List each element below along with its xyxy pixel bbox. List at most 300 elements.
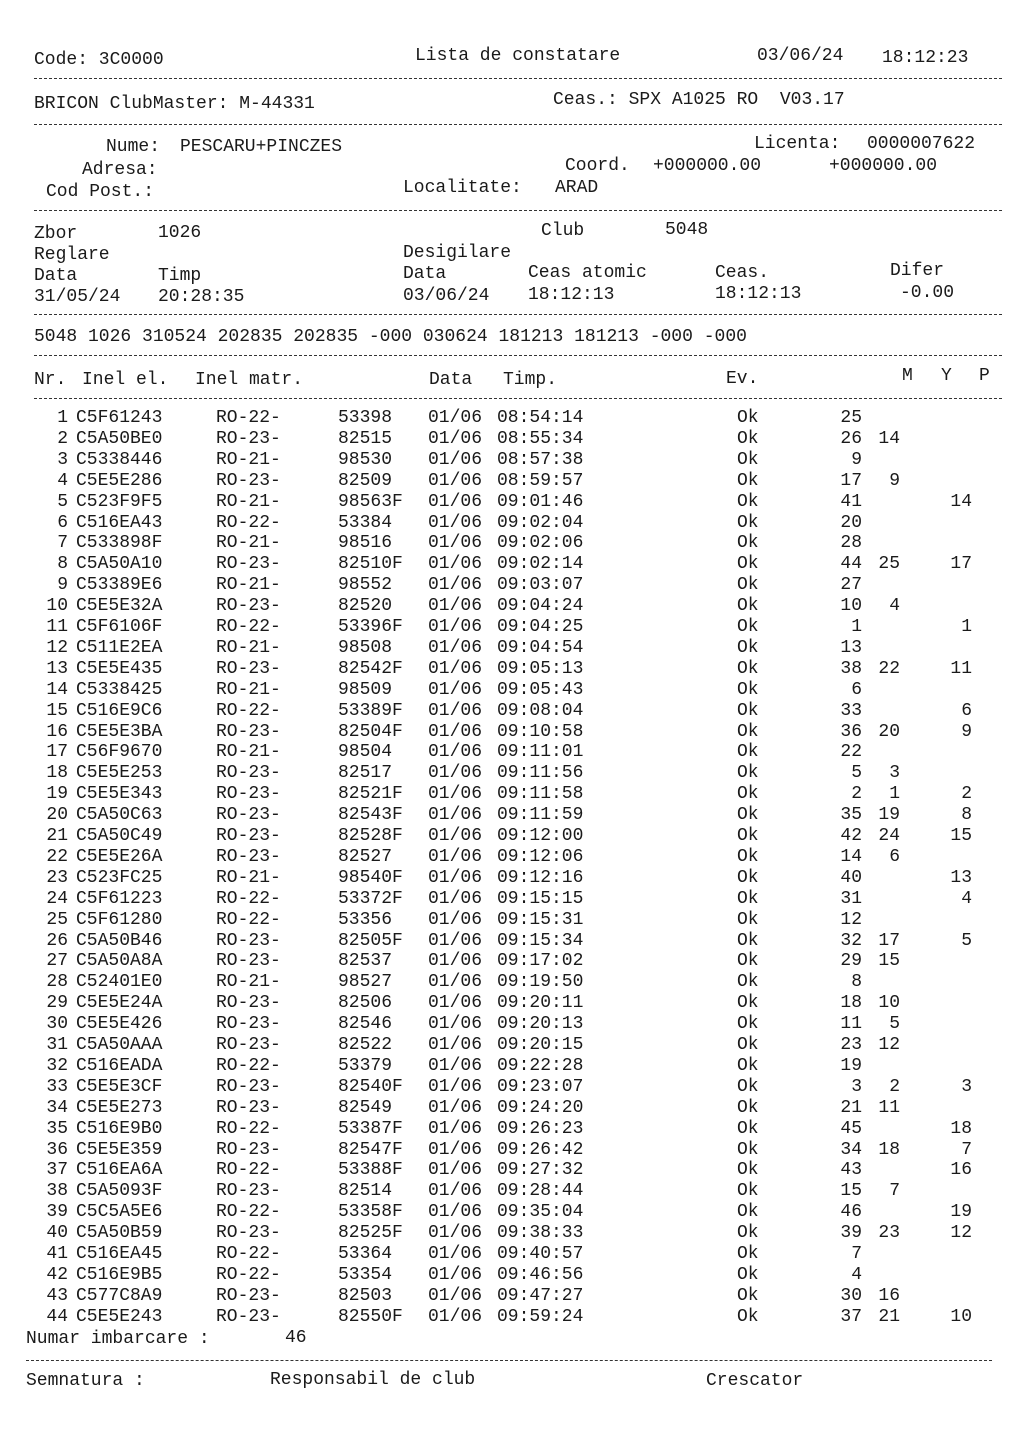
row-inel-number: 98504 (338, 742, 393, 763)
table-row (0, 1056, 1024, 1077)
row-inel-prefix: RO-22- (216, 1118, 281, 1139)
codpost-label: Cod Post.: (46, 182, 155, 202)
row-time: 09:04:54 (497, 637, 584, 658)
row-time: 09:12:06 (497, 846, 584, 867)
row-nr: 23 (46, 867, 68, 888)
table-row (0, 742, 1024, 763)
numar-imbarcare-label: Numar imbarcare : (26, 1329, 210, 1349)
row-date: 01/06 (428, 449, 483, 470)
row-time: 09:02:14 (497, 554, 584, 575)
row-time: 09:20:15 (497, 1035, 584, 1055)
row-inel-number: 82515 (338, 428, 393, 449)
row-inel-prefix: RO-23- (216, 846, 281, 867)
row-inel-el: C5E5E343 (76, 784, 163, 805)
row-p: 6 (961, 700, 972, 721)
row-nr: 27 (46, 951, 68, 972)
row-ev: Ok (737, 1014, 759, 1035)
row-inel-prefix: RO-22- (216, 512, 281, 533)
row-inel-el: C577C8A9 (76, 1285, 163, 1306)
row-time: 08:57:38 (497, 449, 584, 470)
row-inel-prefix: RO-22- (216, 1055, 281, 1076)
row-ev: Ok (737, 1055, 759, 1076)
table-row (0, 701, 1024, 722)
row-m: 3 (851, 1076, 862, 1097)
table-row (0, 1140, 1024, 1161)
row-date: 01/06 (428, 846, 483, 867)
licenta-value: 0000007622 (867, 134, 976, 154)
table-row (0, 513, 1024, 534)
row-m: 6 (851, 679, 862, 700)
table-row (0, 575, 1024, 596)
row-m: 44 (840, 554, 862, 575)
row-time: 09:12:00 (497, 826, 584, 846)
row-inel-el: C5C5A5E6 (76, 1202, 163, 1223)
row-date: 01/06 (428, 742, 483, 763)
row-y: 11 (878, 1097, 900, 1118)
row-ev: Ok (737, 846, 759, 867)
row-inel-el: C5A50B46 (76, 930, 163, 951)
row-nr: 34 (46, 1097, 68, 1118)
row-nr: 24 (46, 888, 68, 909)
row-date: 01/06 (428, 1035, 483, 1055)
row-p: 19 (950, 1202, 972, 1223)
row-m: 37 (840, 1306, 862, 1327)
row-ev: Ok (737, 909, 759, 930)
table-row (0, 1244, 1024, 1265)
ceas-label: Ceas. (715, 263, 770, 283)
table-row (0, 680, 1024, 701)
row-inel-prefix: RO-23- (216, 1285, 281, 1306)
row-time: 09:15:31 (497, 909, 584, 930)
row-date: 01/06 (428, 1160, 483, 1181)
row-inel-prefix: RO-21- (216, 449, 281, 470)
table-row (0, 408, 1024, 429)
row-inel-prefix: RO-23- (216, 596, 281, 617)
row-m: 22 (840, 742, 862, 763)
row-date: 01/06 (428, 1014, 483, 1035)
divider (34, 78, 1002, 79)
table-row (0, 429, 1024, 450)
row-inel-el: C533898F (76, 533, 163, 554)
row-time: 08:54:14 (497, 408, 584, 428)
table-row (0, 931, 1024, 952)
row-p: 2 (961, 784, 972, 805)
row-date: 01/06 (428, 909, 483, 930)
row-ev: Ok (737, 1306, 759, 1327)
row-p: 7 (961, 1139, 972, 1160)
row-inel-el: C5A50A8A (76, 951, 163, 972)
row-inel-number: 98527 (338, 972, 393, 993)
nume-value: PESCARU+PINCZES (180, 137, 343, 157)
row-time: 09:20:13 (497, 1014, 584, 1035)
row-y: 2 (889, 1076, 900, 1097)
localitate-label: Localitate: (403, 178, 522, 198)
row-y: 20 (878, 721, 900, 742)
table-row (0, 492, 1024, 513)
row-date: 01/06 (428, 637, 483, 658)
row-date: 01/06 (428, 575, 483, 596)
table-row (0, 1202, 1024, 1223)
row-nr: 14 (46, 679, 68, 700)
row-date: 01/06 (428, 512, 483, 533)
row-inel-number: 98540F (338, 867, 403, 888)
row-ev: Ok (737, 1202, 759, 1223)
row-y: 7 (889, 1181, 900, 1202)
localitate-value: ARAD (555, 178, 599, 198)
row-ev: Ok (737, 972, 759, 993)
row-p: 12 (950, 1223, 972, 1244)
row-date: 01/06 (428, 1202, 483, 1223)
row-date: 01/06 (428, 700, 483, 721)
row-p: 4 (961, 888, 972, 909)
row-y: 9 (889, 470, 900, 491)
row-nr: 30 (46, 1014, 68, 1035)
licenta-label: Licenta: (754, 134, 841, 154)
row-m: 42 (840, 826, 862, 846)
row-inel-prefix: RO-23- (216, 721, 281, 742)
row-inel-el: C5338446 (76, 449, 163, 470)
row-m: 4 (851, 1264, 862, 1285)
row-inel-el: C516E9B0 (76, 1118, 163, 1139)
table-row (0, 638, 1024, 659)
row-m: 18 (840, 993, 862, 1014)
row-m: 13 (840, 637, 862, 658)
row-inel-el: C5A50AAA (76, 1035, 163, 1055)
row-inel-prefix: RO-23- (216, 1306, 281, 1327)
row-inel-number: 82521F (338, 784, 403, 805)
row-inel-prefix: RO-23- (216, 784, 281, 805)
row-inel-number: 82522 (338, 1035, 393, 1055)
row-inel-number: 53396F (338, 617, 403, 637)
row-p: 9 (961, 721, 972, 742)
col-m: M (902, 366, 913, 386)
row-inel-prefix: RO-23- (216, 993, 281, 1014)
row-inel-el: C5A50C63 (76, 805, 163, 826)
row-time: 09:02:06 (497, 533, 584, 554)
row-date: 01/06 (428, 951, 483, 972)
row-m: 36 (840, 721, 862, 742)
row-nr: 21 (46, 826, 68, 846)
row-time: 09:11:56 (497, 763, 584, 784)
row-inel-number: 82542F (338, 658, 403, 679)
row-inel-number: 82514 (338, 1181, 393, 1202)
row-ev: Ok (737, 1264, 759, 1285)
row-y: 12 (878, 1035, 900, 1055)
row-inel-prefix: RO-21- (216, 491, 281, 512)
row-time: 09:04:25 (497, 617, 584, 637)
row-inel-prefix: RO-22- (216, 408, 281, 428)
row-nr: 31 (46, 1035, 68, 1055)
row-inel-number: 98508 (338, 637, 393, 658)
row-date: 01/06 (428, 428, 483, 449)
row-inel-el: C5A50B59 (76, 1223, 163, 1244)
row-time: 09:19:50 (497, 972, 584, 993)
row-time: 09:23:07 (497, 1076, 584, 1097)
row-m: 10 (840, 596, 862, 617)
row-time: 09:35:04 (497, 1202, 584, 1223)
row-ev: Ok (737, 805, 759, 826)
row-p: 16 (950, 1160, 972, 1181)
row-time: 09:05:43 (497, 679, 584, 700)
row-nr: 12 (46, 637, 68, 658)
row-ev: Ok (737, 1097, 759, 1118)
row-inel-prefix: RO-22- (216, 888, 281, 909)
row-inel-prefix: RO-22- (216, 700, 281, 721)
row-y: 23 (878, 1223, 900, 1244)
row-inel-el: C5E5E253 (76, 763, 163, 784)
row-inel-number: 98552 (338, 575, 393, 596)
row-m: 14 (840, 846, 862, 867)
divider (34, 210, 1002, 211)
table-row (0, 763, 1024, 784)
row-time: 09:11:58 (497, 784, 584, 805)
row-inel-number: 53387F (338, 1118, 403, 1139)
row-inel-prefix: RO-23- (216, 1014, 281, 1035)
row-nr: 38 (46, 1181, 68, 1202)
row-m: 43 (840, 1160, 862, 1181)
row-ev: Ok (737, 617, 759, 637)
difer-value: -0.00 (900, 283, 955, 303)
row-m: 15 (840, 1181, 862, 1202)
row-date: 01/06 (428, 1285, 483, 1306)
row-inel-el: C5E5E3CF (76, 1076, 163, 1097)
row-date: 01/06 (428, 763, 483, 784)
table-row (0, 617, 1024, 638)
row-m: 19 (840, 1055, 862, 1076)
page-title: Lista de constatare (415, 46, 621, 66)
row-date: 01/06 (428, 554, 483, 575)
row-time: 09:15:15 (497, 888, 584, 909)
table-row (0, 972, 1024, 993)
row-time: 09:15:34 (497, 930, 584, 951)
row-time: 08:55:34 (497, 428, 584, 449)
row-inel-el: C5F6106F (76, 617, 163, 637)
row-nr: 3 (57, 449, 68, 470)
row-inel-el: C523FC25 (76, 867, 163, 888)
row-nr: 42 (46, 1264, 68, 1285)
row-nr: 4 (57, 470, 68, 491)
row-inel-prefix: RO-22- (216, 617, 281, 637)
col-timp: Timp. (503, 370, 558, 390)
row-date: 01/06 (428, 930, 483, 951)
row-inel-prefix: RO-21- (216, 972, 281, 993)
row-date: 01/06 (428, 721, 483, 742)
divider (26, 1360, 992, 1361)
row-inel-number: 53372F (338, 888, 403, 909)
row-ev: Ok (737, 1076, 759, 1097)
row-nr: 29 (46, 993, 68, 1014)
row-ev: Ok (737, 930, 759, 951)
row-inel-prefix: RO-21- (216, 533, 281, 554)
row-inel-prefix: RO-21- (216, 679, 281, 700)
row-ev: Ok (737, 1181, 759, 1202)
row-time: 09:20:11 (497, 993, 584, 1014)
row-inel-el: C523F9F5 (76, 491, 163, 512)
row-nr: 16 (46, 721, 68, 742)
row-date: 01/06 (428, 533, 483, 554)
table-row (0, 1077, 1024, 1098)
table-row (0, 1119, 1024, 1140)
row-date: 01/06 (428, 658, 483, 679)
row-nr: 8 (57, 554, 68, 575)
row-p: 8 (961, 805, 972, 826)
row-date: 01/06 (428, 972, 483, 993)
coord-label: Coord. (565, 156, 630, 176)
row-inel-prefix: RO-23- (216, 930, 281, 951)
row-ev: Ok (737, 428, 759, 449)
row-date: 01/06 (428, 617, 483, 637)
divider (34, 398, 1002, 399)
row-inel-el: C5E5E273 (76, 1097, 163, 1118)
zbor-value: 1026 (158, 223, 202, 243)
row-date: 01/06 (428, 1306, 483, 1327)
row-inel-prefix: RO-23- (216, 1035, 281, 1055)
row-inel-number: 98530 (338, 449, 393, 470)
row-inel-el: C5E5E26A (76, 846, 163, 867)
row-date: 01/06 (428, 1223, 483, 1244)
row-inel-el: C5F61223 (76, 888, 163, 909)
row-date: 01/06 (428, 805, 483, 826)
coord-y: +000000.00 (829, 156, 938, 176)
col-inel-matr: Inel matr. (195, 370, 304, 390)
row-inel-number: 53358F (338, 1202, 403, 1223)
row-nr: 26 (46, 930, 68, 951)
row-inel-number: 98563F (338, 491, 403, 512)
table-row (0, 889, 1024, 910)
row-nr: 43 (46, 1285, 68, 1306)
nume-label: Nume: (106, 137, 161, 157)
table-row (0, 826, 1024, 847)
row-date: 01/06 (428, 408, 483, 428)
row-y: 22 (878, 658, 900, 679)
row-inel-prefix: RO-21- (216, 742, 281, 763)
table-row (0, 993, 1024, 1014)
row-m: 8 (851, 972, 862, 993)
row-time: 09:12:16 (497, 867, 584, 888)
row-inel-prefix: RO-23- (216, 554, 281, 575)
row-m: 12 (840, 909, 862, 930)
row-inel-el: C516E9B5 (76, 1264, 163, 1285)
row-inel-number: 82549 (338, 1097, 393, 1118)
row-inel-number: 82537 (338, 951, 393, 972)
row-m: 28 (840, 533, 862, 554)
row-inel-prefix: RO-23- (216, 826, 281, 846)
row-time: 09:05:13 (497, 658, 584, 679)
row-m: 7 (851, 1244, 862, 1264)
table-row (0, 533, 1024, 554)
adresa-label: Adresa: (82, 160, 158, 180)
crescator-label: Crescator (706, 1371, 804, 1391)
table-row (0, 1181, 1024, 1202)
row-inel-el: C5E5E32A (76, 596, 163, 617)
row-time: 09:47:27 (497, 1285, 584, 1306)
row-m: 40 (840, 867, 862, 888)
col-nr: Nr. (34, 370, 67, 390)
clubmaster-id: BRICON ClubMaster: M-44331 (34, 94, 315, 114)
row-p: 13 (950, 867, 972, 888)
row-inel-prefix: RO-23- (216, 428, 281, 449)
row-ev: Ok (737, 554, 759, 575)
row-ev: Ok (737, 449, 759, 470)
row-inel-el: C5E5E3BA (76, 721, 163, 742)
row-ev: Ok (737, 951, 759, 972)
row-ev: Ok (737, 679, 759, 700)
row-time: 09:01:46 (497, 491, 584, 512)
table-row (0, 1307, 1024, 1328)
row-m: 46 (840, 1202, 862, 1223)
row-time: 09:46:56 (497, 1264, 584, 1285)
row-ev: Ok (737, 867, 759, 888)
row-date: 01/06 (428, 784, 483, 805)
row-inel-number: 53388F (338, 1160, 403, 1181)
table-row (0, 951, 1024, 972)
row-time: 09:38:33 (497, 1223, 584, 1244)
row-inel-number: 82527 (338, 846, 393, 867)
row-time: 09:59:24 (497, 1306, 584, 1327)
row-inel-number: 53354 (338, 1264, 393, 1285)
row-time: 09:08:04 (497, 700, 584, 721)
reglare-timp: 20:28:35 (158, 287, 245, 307)
row-inel-el: C5A50C49 (76, 826, 163, 846)
row-inel-number: 53356 (338, 909, 393, 930)
row-date: 01/06 (428, 993, 483, 1014)
row-y: 25 (878, 554, 900, 575)
row-m: 11 (840, 1014, 862, 1035)
numar-imbarcare-value: 46 (285, 1328, 307, 1348)
row-m: 35 (840, 805, 862, 826)
row-ev: Ok (737, 1139, 759, 1160)
divider (34, 124, 1002, 125)
row-date: 01/06 (428, 470, 483, 491)
row-date: 01/06 (428, 1181, 483, 1202)
difer-label: Difer (890, 261, 945, 281)
divider (34, 314, 1002, 315)
row-ev: Ok (737, 512, 759, 533)
row-nr: 6 (57, 512, 68, 533)
row-inel-number: 98516 (338, 533, 393, 554)
col-p: P (979, 366, 990, 386)
table-row (0, 1160, 1024, 1181)
table-row (0, 847, 1024, 868)
row-date: 01/06 (428, 1055, 483, 1076)
row-inel-number: 82504F (338, 721, 403, 742)
row-m: 26 (840, 428, 862, 449)
zbor-label: Zbor (34, 224, 78, 244)
row-nr: 15 (46, 700, 68, 721)
table-row (0, 1265, 1024, 1286)
row-p: 18 (950, 1118, 972, 1139)
row-m: 1 (851, 617, 862, 637)
row-nr: 19 (46, 784, 68, 805)
row-nr: 9 (57, 575, 68, 596)
row-nr: 37 (46, 1160, 68, 1181)
row-m: 17 (840, 470, 862, 491)
row-p: 14 (950, 491, 972, 512)
row-inel-prefix: RO-23- (216, 951, 281, 972)
ceas-value: 18:12:13 (715, 284, 802, 304)
row-y: 16 (878, 1285, 900, 1306)
row-ev: Ok (737, 575, 759, 596)
col-inel-el: Inel el. (82, 370, 169, 390)
summary-line: 5048 1026 310524 202835 202835 -000 030624 181213 181213 -000 -000 (34, 327, 747, 347)
row-date: 01/06 (428, 1097, 483, 1118)
row-inel-prefix: RO-21- (216, 637, 281, 658)
row-p: 5 (961, 930, 972, 951)
row-m: 27 (840, 575, 862, 596)
row-inel-el: C5E5E435 (76, 658, 163, 679)
row-m: 31 (840, 888, 862, 909)
row-ev: Ok (737, 1160, 759, 1181)
